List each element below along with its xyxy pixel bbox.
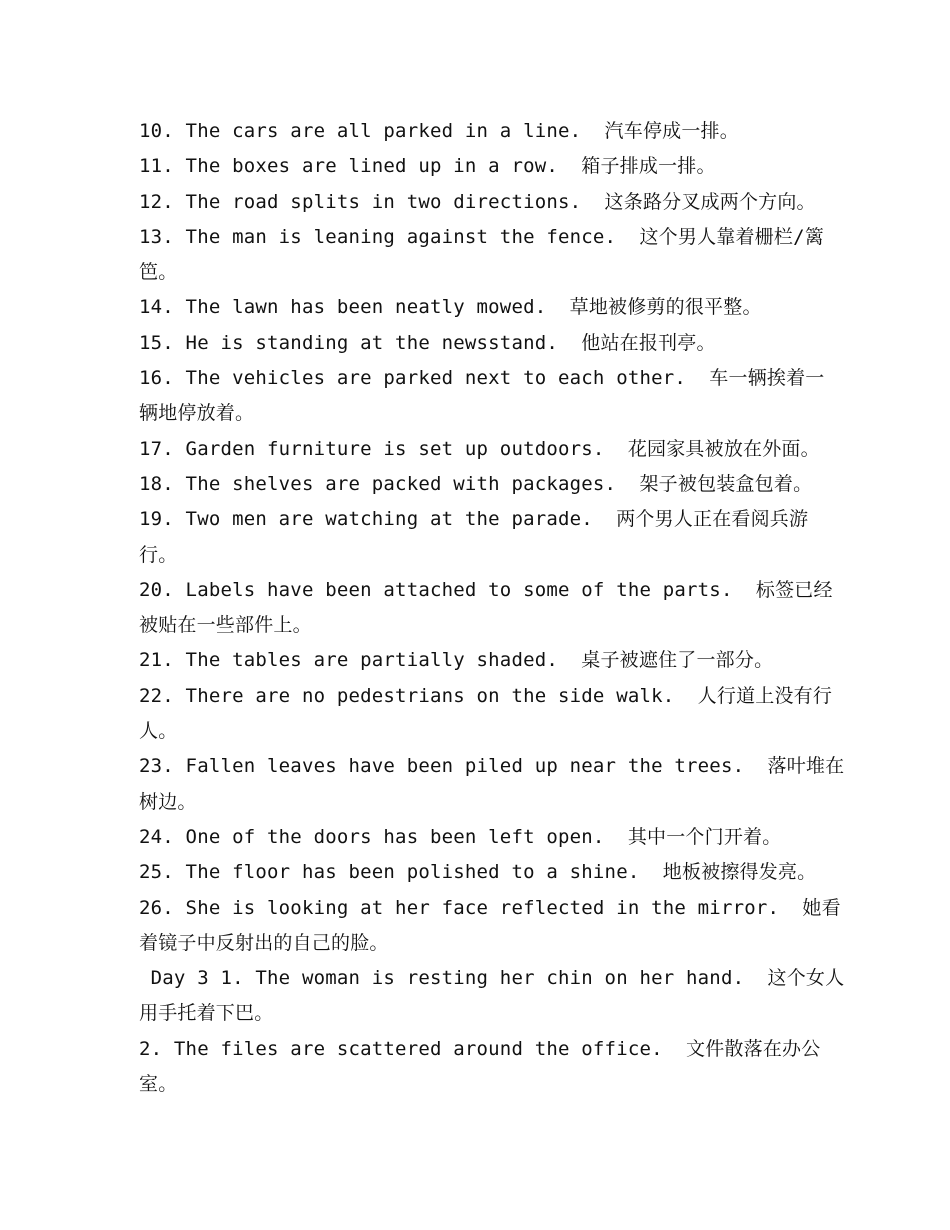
text-line: 辆地停放着。 xyxy=(139,402,255,425)
text-line: 26. She is looking at her face reflected in the mirror. 她看 xyxy=(139,896,841,919)
text-line: 23. Fallen leaves have been piled up near the trees. 落叶堆在 xyxy=(139,755,845,778)
text-line: 20. Labels have been attached to some of the parts. 标签已经 xyxy=(139,578,833,601)
text-line: 笆。 xyxy=(139,261,178,284)
text-line: 24. One of the doors has been left open. 其中一个门开着。 xyxy=(139,825,782,848)
text-line: 19. Two men are watching at the parade. 两个男人正在看阅兵游 xyxy=(139,508,809,531)
text-line: 15. He is standing at the newsstand. 他站在报刊亭。 xyxy=(139,331,716,354)
text-line: 14. The lawn has been neatly mowed. 草地被修剪的很平整。 xyxy=(139,296,762,319)
text-line: 16. The vehicles are parked next to each other. 车一辆挨着一 xyxy=(139,367,825,390)
text-line: 人。 xyxy=(139,720,178,743)
text-line: 22. There are no pedestrians on the side walk. 人行道上没有行 xyxy=(139,684,833,707)
text-line: 用手托着下巴。 xyxy=(139,1002,274,1025)
text-line: 10. The cars are all parked in a line. 汽车停成一排。 xyxy=(139,120,739,142)
text-line: 17. Garden furniture is set up outdoors. 花园家具被放在外面。 xyxy=(139,437,820,460)
text-line: 2. The files are scattered around the office. 文件散落在办公 xyxy=(139,1037,821,1060)
text-line: 行。 xyxy=(139,543,178,566)
text-line: 12. The road splits in two directions. 这条路分叉成两个方向。 xyxy=(139,190,816,213)
text-line: 树边。 xyxy=(139,790,197,813)
text-line: 18. The shelves are packed with packages. 架子被包装盒包着。 xyxy=(139,472,813,495)
text-line: 着镜子中反射出的自己的脸。 xyxy=(139,931,389,954)
text-line: 25. The floor has been polished to a shine. 地板被擦得发亮。 xyxy=(139,861,817,884)
text-line: 室。 xyxy=(139,1073,178,1096)
text-line: 13. The man is leaning against the fence. 这个男人靠着栅栏/篱 xyxy=(139,225,824,248)
document-page xyxy=(139,114,845,1102)
text-line: Day 3 1. The woman is resting her chin on her hand. 这个女人 xyxy=(139,967,845,990)
text-line: 被贴在一些部件上。 xyxy=(139,614,312,637)
text-line: 21. The tables are partially shaded. 桌子被遮住了一部分。 xyxy=(139,649,774,672)
text-line: 11. The boxes are lined up in a row. 箱子排成一排。 xyxy=(139,155,716,178)
